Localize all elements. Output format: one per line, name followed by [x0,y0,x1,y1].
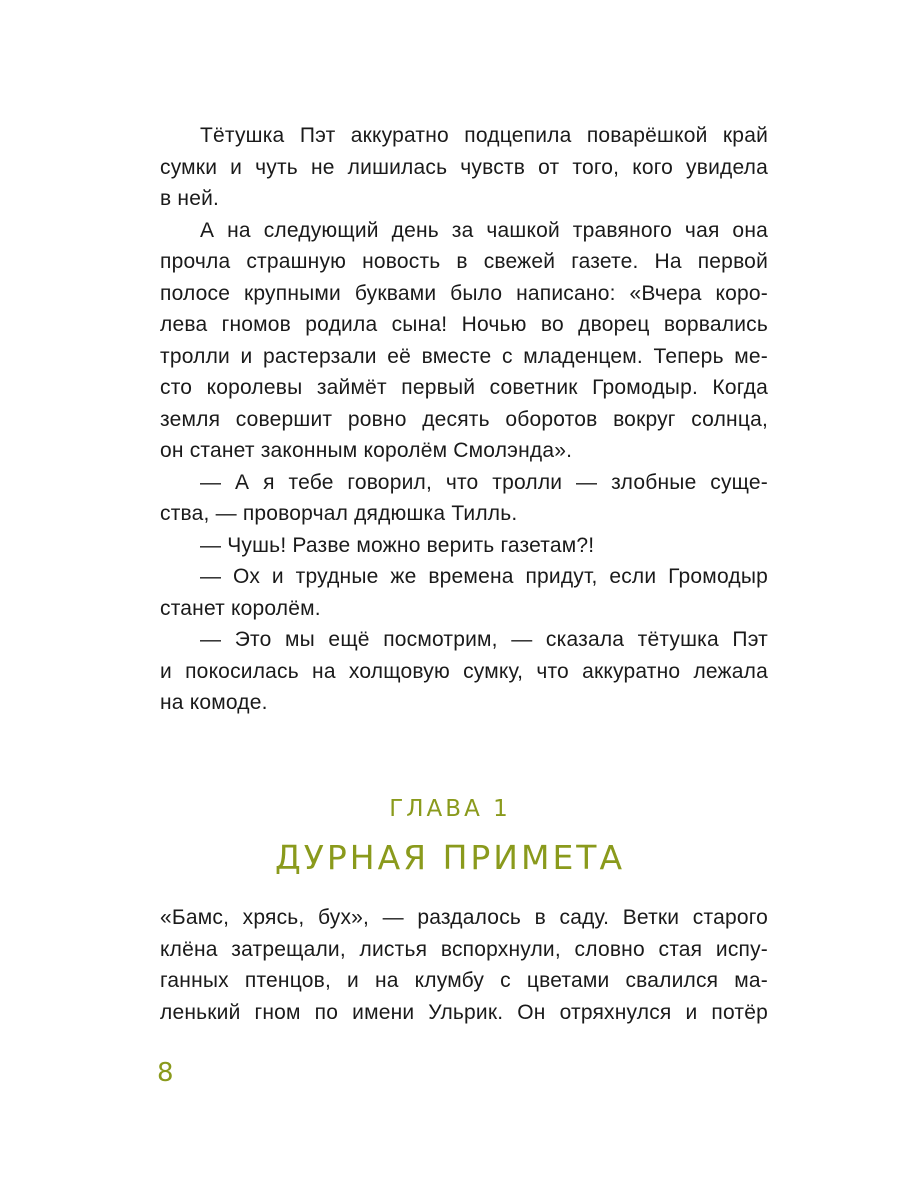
text-line: станет королём. [160,596,321,620]
text-line: А на следующий день за чашкой травяного чая она [200,218,768,242]
text-line: «Бамс, хрясь, бух», — раздалось в саду. Ветки старого [160,906,768,929]
text-line: он станет законным королём Смолэнда». [160,439,573,462]
text-line: ленький гном по имени Ульрик. Он отряхнулся и потёр [160,1000,768,1024]
text-line: клёна затрещали, листья вспорхнули, словно стая испу- [160,937,768,961]
chapter-title: ДУРНАЯ ПРИМЕТА [274,838,626,877]
chapter-label: ГЛАВА 1 [389,796,511,822]
text-line: в ней. [160,187,220,210]
text-line: — Ох и трудные же времена придут, если Громодыр [200,565,768,588]
chapter-text [160,902,768,1028]
intro-text [160,120,768,719]
page-number: 8 [157,1058,174,1088]
text-line: сто королевы займёт первый советник Громодыр. Когда [160,376,768,399]
text-line: — Чушь! Разве можно верить газетам?! [200,533,595,557]
text-line: полосе крупными буквами было написано: «Вчера коро- [160,281,768,305]
text-line: ства, — проворчал дядюшка Тилль. [160,502,518,525]
text-line: лева гномов родила сына! Ночью во дворец ворвались [160,313,768,336]
text-line: на комоде. [160,691,268,714]
text-line: тролли и растерзали её вместе с младенцем. Теперь ме- [160,344,768,368]
text-line: Тётушка Пэт аккуратно подцепила поварёшкой край [200,124,768,147]
text-line: — А я тебе говорил, что тролли — злобные суще- [200,470,768,494]
text-line: — Это мы ещё посмотрим, — сказала тётушка Пэт [200,628,768,651]
text-line: и покосилась на холщовую сумку, что аккуратно лежала [160,659,768,683]
text-line: ганных птенцов, и на клумбу с цветами свалился ма- [160,969,768,992]
text-line: сумки и чуть не лишилась чувств от того, кого увидела [160,155,768,179]
text-line: земля совершит ровно десять оборотов вокруг солнца, [160,407,768,431]
text-line: прочла страшную новость в свежей газете. На первой [160,250,768,273]
